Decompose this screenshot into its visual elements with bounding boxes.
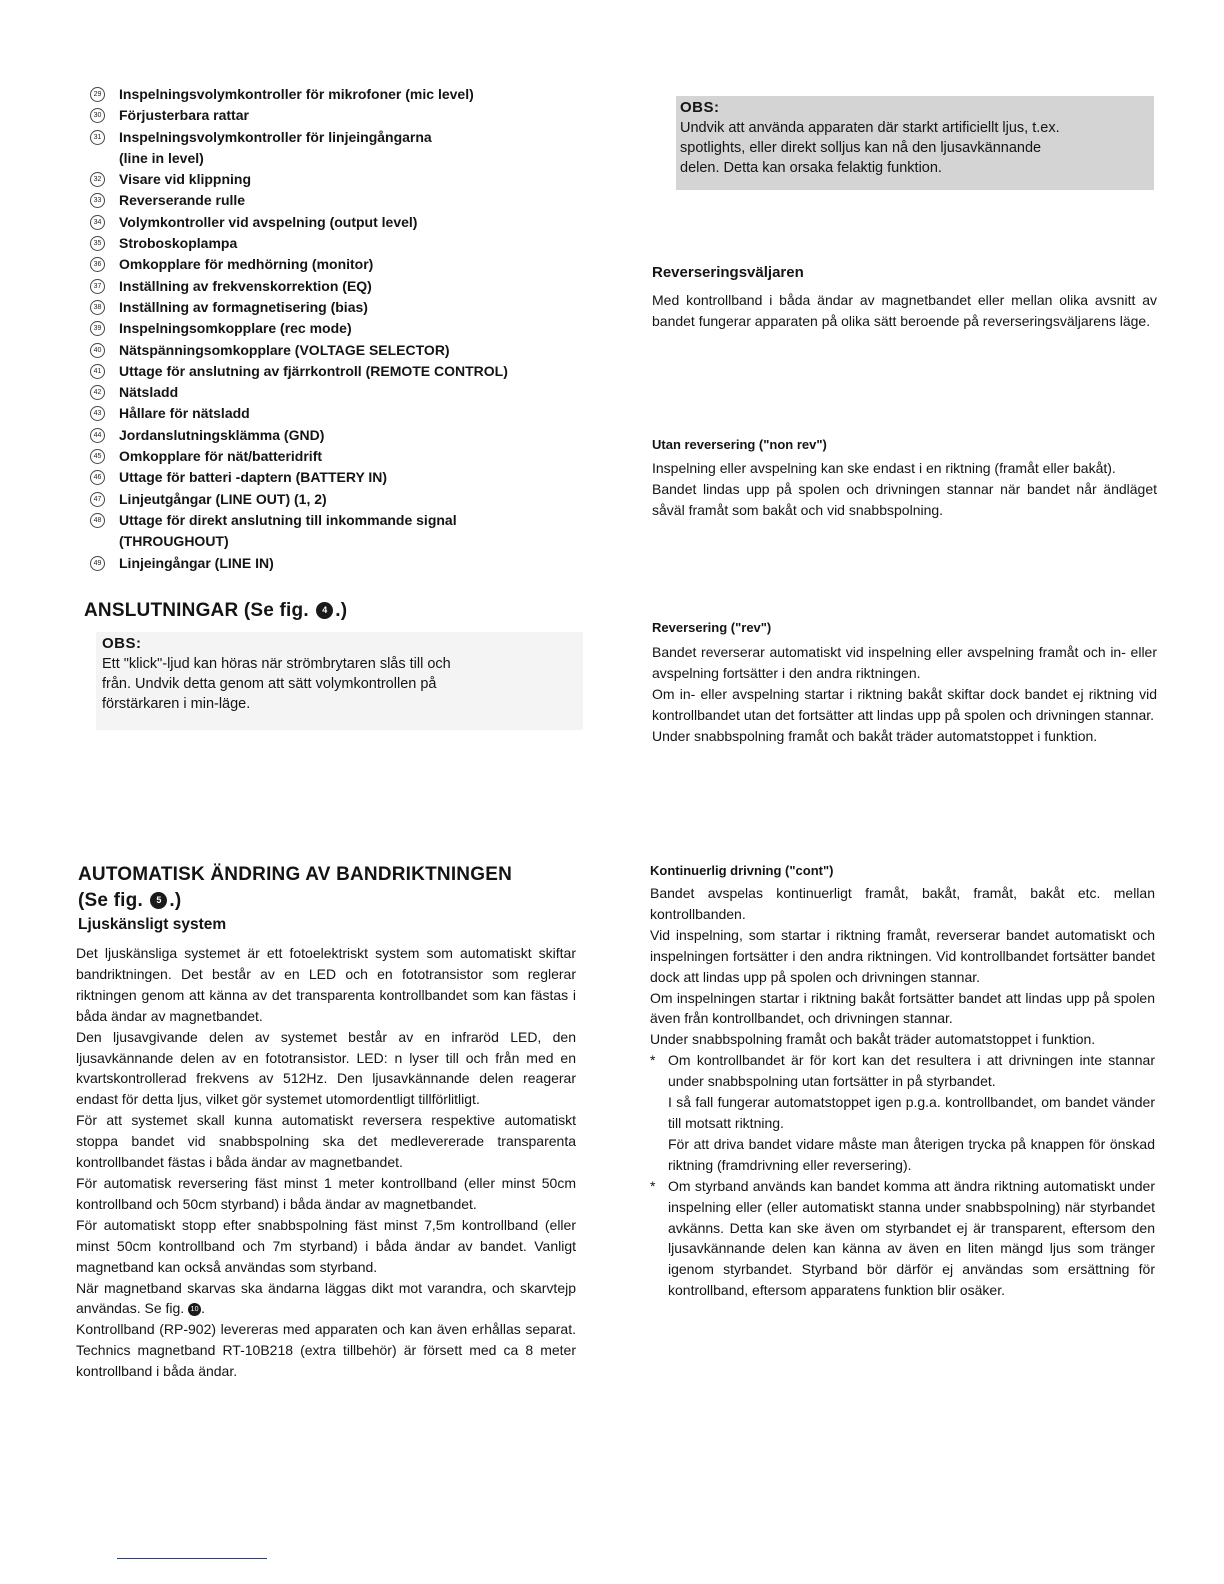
item-number-icon: 30 — [90, 108, 105, 123]
parts-list-label: Uttage för batteri -daptern (BATTERY IN) — [119, 469, 388, 486]
parts-list-item — [90, 340, 590, 361]
figure-ref-icon: 4 — [316, 602, 333, 619]
parts-list-label: Linjeutgångar (LINE OUT) (1, 2) — [119, 490, 327, 507]
parts-list-label: Volymkontroller vid avspelning (output level) — [119, 213, 418, 230]
parts-list-label: Inspelningsomkopplare (rec mode) — [119, 320, 352, 337]
parts-list-item — [90, 84, 590, 105]
obs-line: spotlights, eller direkt solljus kan nå den ljusavkännande — [680, 140, 1042, 156]
automatisk-title-line1: AUTOMATISK ÄNDRING AV BANDRIKTNINGEN — [78, 864, 512, 885]
parts-list-label: Omkopplare för nät/batteridrift — [119, 448, 323, 465]
parts-list-label: Inställning av formagnetisering (bias) — [119, 298, 368, 315]
paragraph: Den ljusavgivande delen av systemet består av en infraröd LED, den ljusavkännande delen av en fototransistor. LED: n lyser till och från med en kvartskontrollerad frekvens av 512Hz. Den ljusavkännande delen reagerar endast för detta ljus, vilket gör systemet utomordentligt tillförlitligt. — [76, 1028, 576, 1108]
paragraph: Bandet avspelas kontinuerligt framåt, bakåt, framåt, bakåt etc. mellan kontrollbanden. — [650, 885, 1155, 922]
parts-list-item — [90, 553, 590, 574]
anslutningar-title-text: ANSLUTNINGAR (Se fig. — [84, 600, 309, 621]
paragraph: Kontrollband (RP-902) levereras med apparaten och kan även erhållas separat. Technics magnetband RT-10B218 (extra tillbehör) är försett med ca 8 meter kontrollband i båda ändar. — [76, 1321, 576, 1380]
parts-list-item — [90, 212, 590, 233]
parts-list-item — [90, 425, 590, 446]
parts-list-item — [90, 105, 590, 126]
paragraph: Med kontrollband i båda ändar av magnetbandet eller mellan olika avsnitt av bandet fungerar apparaten på olika sätt beroende på reverseringsväljarens läge. — [652, 292, 1157, 329]
heading-non-rev: Utan reversering ("non rev") — [652, 437, 827, 452]
item-number-icon: 44 — [90, 428, 105, 443]
parts-list-item — [90, 531, 590, 552]
parts-list-item — [90, 276, 590, 297]
item-number-icon: 39 — [90, 321, 105, 336]
parts-list-label: Inspelningsvolymkontroller för mikrofoner (mic level) — [119, 86, 474, 102]
parts-list-label: Nätspänningsomkopplare (VOLTAGE SELECTOR) — [119, 341, 450, 358]
parts-list-item — [90, 510, 590, 531]
parts-list-label: Stroboskoplampa — [119, 235, 238, 252]
anslutningar-title-end: .) — [335, 600, 348, 621]
obs-label: OBS: — [680, 99, 720, 116]
non-rev-body — [652, 458, 1157, 521]
item-number-icon: 42 — [90, 385, 105, 400]
parts-list-item — [90, 127, 590, 148]
parts-list-label: (THROUGHOUT) — [119, 533, 229, 550]
parts-list-item — [90, 190, 590, 211]
automatisk-title-line2: (Se fig. — [78, 890, 143, 911]
item-number-icon: 32 — [90, 172, 105, 187]
item-number-icon: 46 — [90, 470, 105, 485]
reverseringsvaljaren-body — [652, 290, 1157, 332]
item-number-icon: 31 — [90, 130, 105, 145]
parts-list-label: Hållare för nätsladd — [119, 405, 250, 422]
paragraph: Om inspelningen startar i riktning bakåt fortsätter bandet att lindas upp på spolen även från kontrollbandet, och drivningen stannar. — [650, 989, 1155, 1027]
skarv-text: När magnetband skarvas ska ändarna läggas dikt mot varandra, och skarvtejp användas. Se fig. — [76, 1279, 576, 1317]
note-bullet — [650, 1050, 1155, 1175]
paragraph: För automatisk reversering fäst minst 1 meter kontrollband (eller minst 50cm kontrollband och 50cm styrband) i båda ändar av magnetbandet. — [76, 1174, 576, 1212]
subsection-ljuskansligt: Ljuskänsligt system — [78, 916, 227, 933]
item-number-icon: 40 — [90, 343, 105, 358]
obs-line: förstärkaren i min-läge. — [102, 696, 251, 712]
paragraph: För att driva bandet vidare måste man återigen trycka på knappen för önskad riktning (framdrivning eller reversering). — [668, 1135, 1155, 1173]
obs-line: Ett "klick"-ljud kan höras när strömbrytaren slås till och — [102, 656, 451, 672]
item-number-icon: 33 — [90, 193, 105, 208]
note-bullet — [650, 1176, 1155, 1301]
section-title-automatisk — [78, 862, 512, 914]
parts-list-label: Omkopplare för medhörning (monitor) — [119, 256, 374, 273]
item-number-icon: 47 — [90, 492, 105, 507]
obs-line: från. Undvik detta genom att sätt volymkontrollen på — [102, 676, 437, 692]
paragraph: Det ljuskänsliga systemet är ett fotoelektriskt system som automatiskt skiftar bandriktningen. Det består av en LED och en fototransistor som reglerar riktningen genom att känna av det transparenta kontrollbandet som kan fästas i båda ändar av magnetbandet. — [76, 945, 576, 1024]
bullet-mark: * — [650, 1177, 656, 1194]
parts-list-label: Uttage för anslutning av fjärrkontroll (REMOTE CONTROL) — [119, 362, 508, 379]
parts-list-item — [90, 382, 590, 403]
parts-list-item — [90, 148, 590, 169]
parts-list-item — [90, 446, 590, 467]
obs-line: delen. Detta kan orsaka felaktig funktion. — [680, 160, 942, 176]
parts-list-item — [90, 233, 590, 254]
bullet-mark: * — [650, 1052, 656, 1069]
paragraph: För att systemet skall kunna automatiskt reversera respektive automatiskt stoppa bandet vid snabbspolning ska det medlevererade transparenta kontrollbandet fästas i båda ändar av magnetbandet. — [76, 1112, 576, 1171]
parts-list-item — [90, 318, 590, 339]
obs-label: OBS: — [102, 635, 142, 652]
paragraph: I så fall fungerar automatstoppet igen p.g.a. kontrollbandet, om bandet vänder till motsatt riktning. — [668, 1094, 1155, 1131]
parts-list-label: Jordanslutningsklämma (GND) — [119, 426, 325, 443]
item-number-icon: 35 — [90, 236, 105, 251]
item-number-icon: 48 — [90, 513, 105, 528]
section-title-anslutningar — [84, 598, 347, 623]
rev-body — [652, 642, 1157, 747]
parts-list-label: Uttage för direkt anslutning till inkommande signal — [119, 511, 457, 528]
paragraph-skarv — [76, 1278, 576, 1320]
item-number-icon: 49 — [90, 556, 105, 571]
paragraph: Under snabbspolning framåt och bakåt träder automatstoppet i funktion. — [652, 727, 1098, 744]
item-number-icon: 29 — [90, 87, 105, 102]
parts-list-item — [90, 297, 590, 318]
obs-note-anslutningar — [96, 632, 583, 730]
parts-list — [90, 84, 590, 574]
figure-ref-icon: 10 — [188, 1303, 201, 1316]
parts-list-item — [90, 467, 590, 488]
paragraph: Inspelning eller avspelning kan ske endast i en riktning (framåt eller bakåt). — [652, 460, 1116, 476]
item-number-icon: 34 — [90, 215, 105, 230]
parts-list-label: Inspelningsvolymkontroller för linjeingångarna — [119, 128, 432, 145]
parts-list-label: Förjusterbara rattar — [119, 107, 249, 124]
parts-list-label: Reverserande rulle — [119, 192, 246, 209]
item-number-icon: 38 — [90, 300, 105, 315]
item-number-icon: 36 — [90, 257, 105, 272]
automatisk-title-end: .) — [169, 890, 182, 911]
obs-line: Undvik att använda apparaten där starkt artificiellt ljus, t.ex. — [680, 120, 1060, 136]
footer-rule — [117, 1558, 267, 1559]
paragraph: Om styrband används kan bandet komma att ändra riktning automatiskt under inspelning eller (eller automatiskt stanna under snabbspolning) när styrbandet avkänns. Detta kan ske även om styrbandet ej är transparent, eftersom den ljusavkännande delen kan känna av även en liten mängd ljus som tränger igenom styrbandet. Styrband bör därför ej användas som ersättning för kontrollband, eftersom apparatens funktion blir osäker. — [668, 1177, 1155, 1299]
heading-rev: Reversering ("rev") — [652, 620, 772, 635]
item-number-icon: 43 — [90, 406, 105, 421]
cont-body — [650, 883, 1155, 1301]
paragraph: För automatiskt stopp efter snabbspolning fäst minst 7,5m kontrollband (eller minst 50cm kontrollband och 7m styrband) i båda ändar av bandet. Vanligt magnetband kan också användas som styrband. — [76, 1216, 576, 1275]
paragraph: Vid inspelning, som startar i riktning framåt, reverserar bandet automatiskt och inspelningen fortsätter i den andra riktningen. Vid kontrollbandet fortsätter bandet dock att lindas upp på spolen och drivningen stannar. — [650, 926, 1155, 985]
parts-list-label: Inställning av frekvenskorrektion (EQ) — [119, 277, 372, 294]
heading-cont: Kontinuerlig drivning ("cont") — [650, 863, 834, 878]
parts-list-label: (line in level) — [119, 149, 204, 166]
paragraph: Om in- eller avspelning startar i riktning bakåt skiftar dock bandet ej riktning vid kontrollbandet utan det fortsätter att lindas upp på spolen och drivningen stannar. — [652, 685, 1157, 723]
paragraph: Om kontrollbandet är för kort kan det resultera i att drivningen inte stannar under snabbspolning utan fortsätter in på styrbandet. — [668, 1052, 1155, 1090]
figure-ref-icon: 5 — [150, 892, 167, 909]
item-number-icon: 37 — [90, 279, 105, 294]
automatisk-body — [76, 943, 576, 1382]
item-number-icon: 45 — [90, 449, 105, 464]
parts-list-item — [90, 489, 590, 510]
paragraph: Under snabbspolning framåt och bakåt träder automatstoppet i funktion. — [650, 1031, 1096, 1048]
heading-reverseringsvaljaren: Reverseringsväljaren — [652, 264, 804, 281]
paragraph: Bandet lindas upp på spolen och drivningen stannar när bandet når ändläget såväl framåt som bakåt och vid snabbspolning. — [652, 480, 1157, 518]
parts-list-label: Linjeingångar (LINE IN) — [119, 554, 274, 571]
parts-list-label: Visare vid klippning — [119, 171, 252, 188]
paragraph: Bandet reverserar automatiskt vid inspelning eller avspelning framåt och in- eller avspelning fortsätter i den andra riktningen. — [652, 644, 1157, 681]
skarv-end: . — [201, 1300, 205, 1317]
parts-list-item — [90, 403, 590, 424]
item-number-icon: 41 — [90, 364, 105, 379]
parts-list-item — [90, 254, 590, 275]
parts-list-item — [90, 361, 590, 382]
obs-note-light — [676, 96, 1154, 190]
parts-list-label: Nätsladd — [119, 384, 179, 401]
parts-list-item — [90, 169, 590, 190]
